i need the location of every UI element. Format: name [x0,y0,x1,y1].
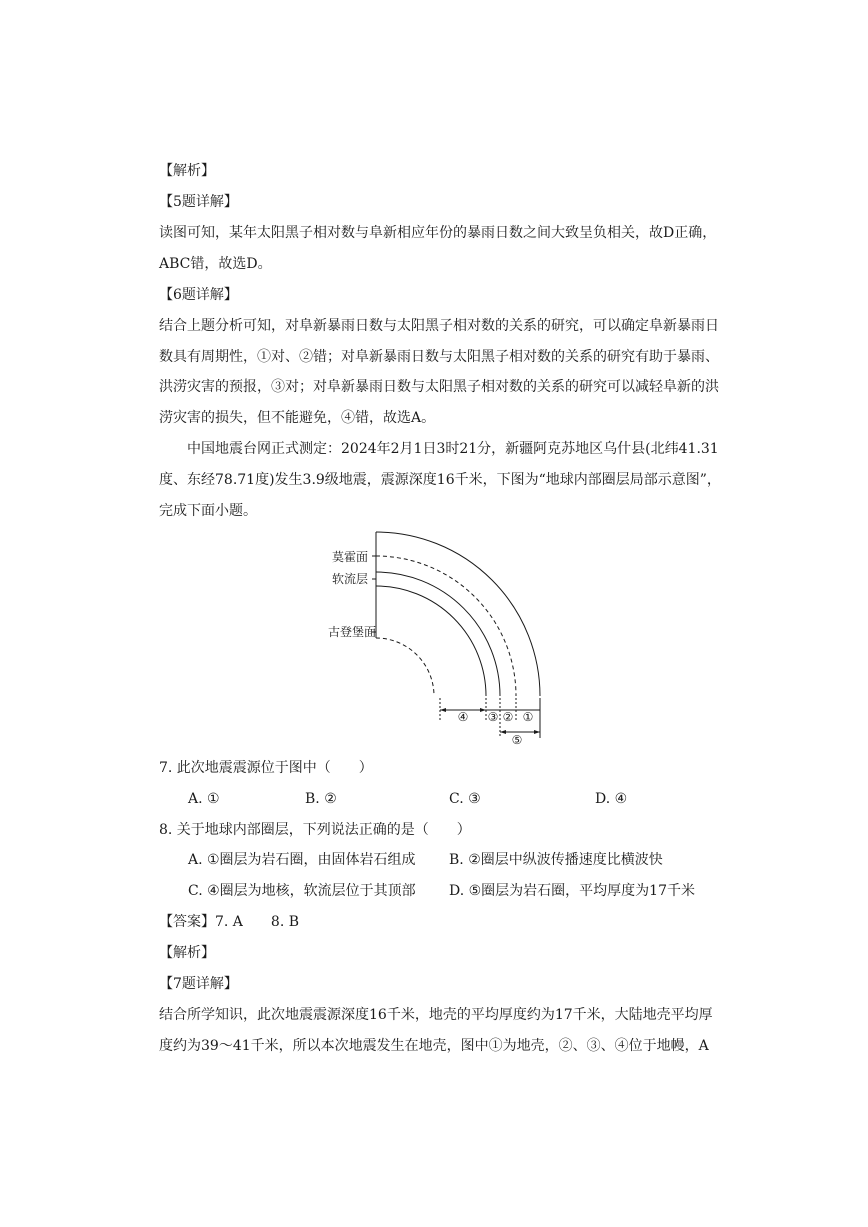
q7-option-a: A. ① [188,791,220,807]
q8-option-a: A. ①圈层为岩石圈，由固体岩石组成 [188,852,416,868]
arrow-head [480,708,486,712]
q6-text-line: 涝灾害的损失，但不能避免，④错，故选A。 [159,410,436,426]
q7-detail-line: 结合所学知识，此次地震震源深度16千米，地壳的平均厚度约为17千米，大陆地壳平均厚 [159,1007,713,1023]
q8-option-c: C. ④圈层为地核，软流层位于其顶部 [188,883,416,899]
q5-heading: 【5题详解】 [159,194,238,210]
arrow-head [500,730,506,734]
arrow-head [440,708,446,712]
segment-5-label: ⑤ [511,733,523,747]
asthenosphere-top-arc [376,572,500,696]
answer-line: 【答案】7. A 8. B [159,914,300,930]
intro-text-line: 完成下面小题。 [159,503,257,519]
moho-arc [376,556,516,696]
q6-heading: 【6题详解】 [159,287,238,303]
intro-text-line: 中国地震台网正式测定：2024年2月1日3时21分，新疆阿克苏地区乌什县(北纬41.31 [187,441,719,457]
intro-text-line: 度、东经78.71度)发生3.9级地震，震源深度16千米，下图为“地球内部圈层局部示意图”， [159,472,721,488]
q6-text-line: 数具有周期性，①对、②错；对阜新暴雨日数与太阳黑子相对数的关系的研究有助于暴雨、 [159,349,719,365]
q5-text-line: 读图可知，某年太阳黑子相对数与阜新相应年份的暴雨日数之间大致呈负相关，故D正确， [159,225,717,241]
q7-option-b: B. ② [305,791,337,807]
q7-option-d: D. ④ [595,791,628,807]
q5-text-line: ABC错，故选D。 [159,256,272,272]
q8-stem: 8. 关于地球内部圈层，下列说法正确的是（ ） [159,822,471,838]
q7-detail-line: 度约为39～41千米，所以本次地震发生在地壳，图中①为地壳，②、③、④位于地幔，A [159,1038,709,1054]
earth-layers-diagram [320,528,560,750]
segment-1-label: ① [522,710,534,724]
analysis-heading: 【解析】 [159,945,215,961]
segment-3-label: ③ [487,710,499,724]
analysis-heading: 【解析】 [159,163,215,179]
arrow-head [534,730,540,734]
q7-option-c: C. ③ [449,791,481,807]
q8-option-d: D. ⑤圈层为岩石圈，平均厚度为17千米 [449,883,695,899]
q6-text-line: 洪涝灾害的预报，③对；对阜新暴雨日数与太阳黑子相对数的关系的研究可以减轻阜新的洪 [159,379,719,395]
asthenosphere-bottom-arc [376,586,486,696]
segment-4-label: ④ [457,710,469,724]
segment-2-label: ② [502,710,514,724]
gutenberg-arc [376,638,434,696]
gutenberg-label: 古登堡面 [327,625,376,639]
surface-arc [376,532,540,696]
q6-text-line: 结合上题分析可知，对阜新暴雨日数与太阳黑子相对数的关系的研究，可以确定阜新暴雨日 [159,318,719,334]
asthenosphere-label: 软流层 [331,572,368,586]
q8-option-b: B. ②圈层中纵波传播速度比横波快 [449,852,663,868]
q7-stem: 7. 此次地震震源位于图中（ ） [159,760,373,776]
q7-detail-heading: 【7题详解】 [159,976,238,992]
moho-label: 莫霍面 [331,550,368,564]
